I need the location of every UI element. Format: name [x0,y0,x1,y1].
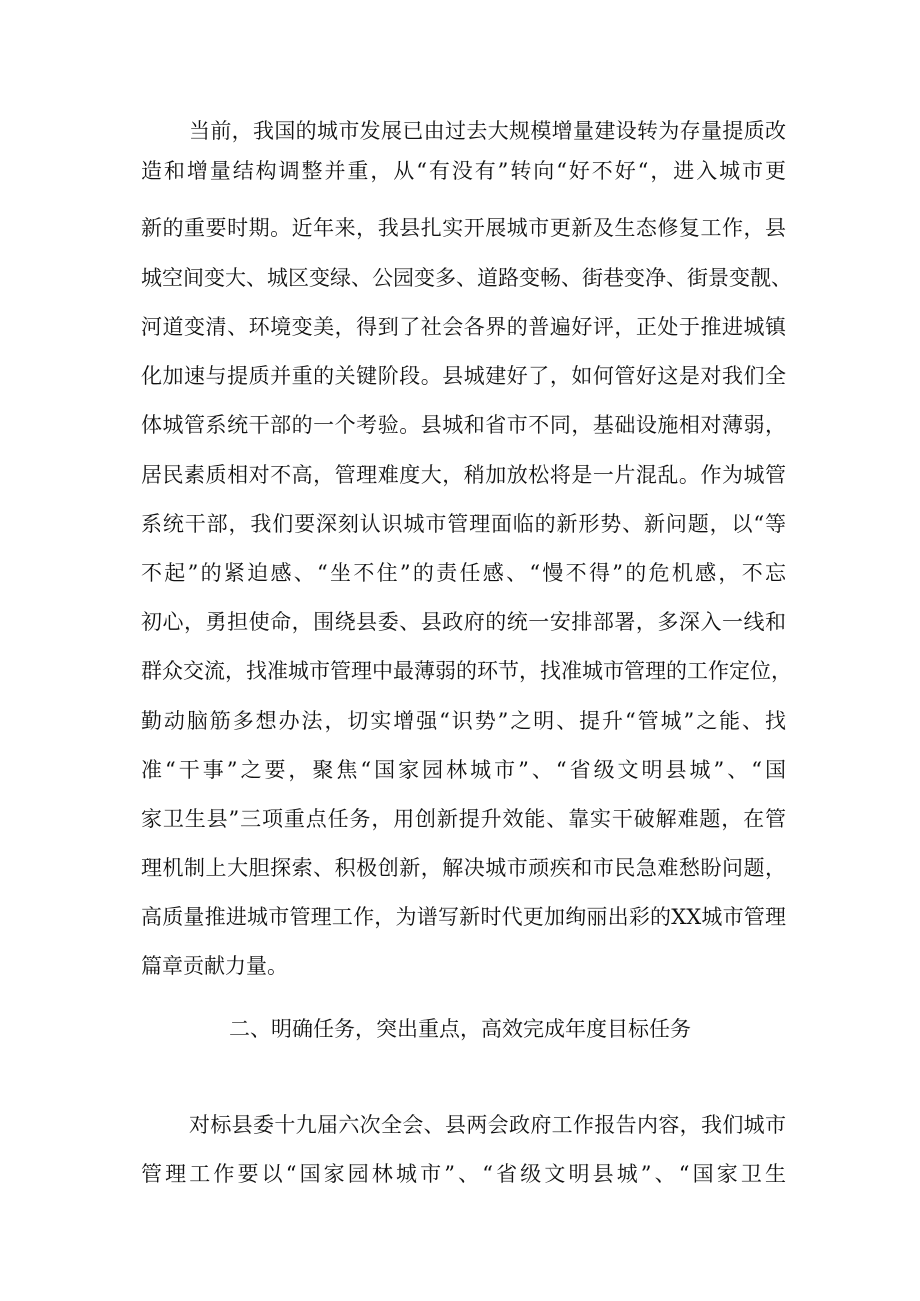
paragraph-line: 勤动脑筋多想办法，切实增强“识势”之明、提升“管城”之能、找 [141,709,786,733]
paragraph-line: 篇章贡献力量。 [141,954,288,978]
paragraph-line: 初心，勇担使命，围绕县委、县政府的统一安排部署，多深入一线和 [141,610,786,634]
paragraph-line: 高质量推进城市管理工作，为谱写新时代更加绚丽出彩的XX城市管理 [141,905,786,929]
section-heading: 二、明确任务，突出重点，高效完成年度目标任务 [229,1017,691,1041]
paragraph-line: 家卫生县”三项重点任务，用创新提升效能、靠实干破解难题，在管 [141,807,786,831]
paragraph-line: 群众交流，找准城市管理中最薄弱的环节，找准城市管理的工作定位， [141,659,792,683]
paragraph-line: 理机制上大胆探索、积极创新，解决城市顽疾和市民急难愁盼问题， [141,856,786,880]
paragraph-line: 居民素质相对不高，管理难度大，稍加放松将是一片混乱。作为城管 [141,463,786,487]
paragraph-line: 城空间变大、城区变绿、公园变多、道路变畅、街巷变净、街景变靓、 [141,266,792,290]
paragraph-line: 化加速与提质并重的关键阶段。县城建好了，如何管好这是对我们全 [141,364,786,388]
paragraph-line: 对标县委十九届六次全会、县两会政府工作报告内容，我们城市 [189,1113,786,1137]
paragraph-line: 管理工作要以“国家园林城市”、“省级文明县城”、“国家卫生 [141,1162,786,1186]
paragraph-line: 系统干部，我们要深刻认识城市管理面临的新形势、新问题，以“等 [141,512,786,536]
paragraph-line: 当前，我国的城市发展已由过去大规模增量建设转为存量提质改 [189,119,786,143]
paragraph-line: 体城管系统干部的一个考验。县城和省市不同，基础设施相对薄弱， [141,413,786,437]
paragraph-line: 造和增量结构调整并重，从“有没有”转向“好不好“，进入城市更 [141,159,786,183]
paragraph-line: 不起”的紧迫感、“坐不住”的责任感、“慢不得”的危机感，不忘 [141,561,786,585]
paragraph-line: 河道变清、环境变美，得到了社会各界的普遍好评，正处于推进城镇 [141,315,786,339]
paragraph-line: 新的重要时期。近年来，我县扎实开展城市更新及生态修复工作，县 [141,216,786,240]
paragraph-line: 准“干事”之要，聚焦“国家园林城市”、“省级文明县城”、“国 [141,758,786,782]
